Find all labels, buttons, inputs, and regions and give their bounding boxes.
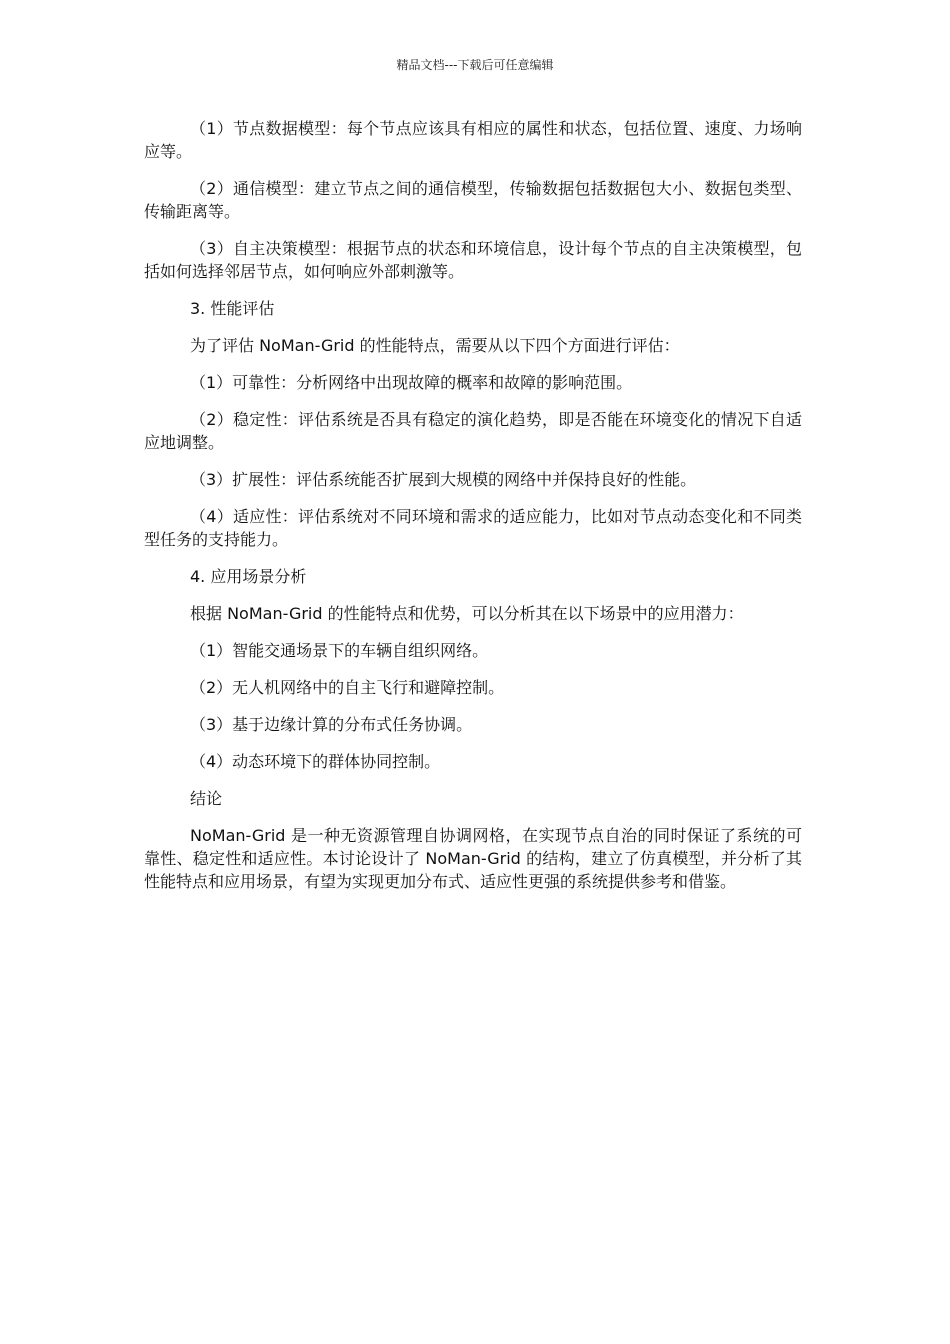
section-heading-performance: 3. 性能评估 (190, 299, 275, 318)
paragraph-adaptability: （4）适应性：评估系统对不同环境和需求的适应能力，比如对节点动态变化和不同类型任务的支持能力。 (144, 507, 802, 549)
paragraph-stability: （2）稳定性：评估系统是否具有稳定的演化趋势，即是否能在环境变化的情况下自适应地调整。 (144, 410, 802, 452)
section-heading-scenarios: 4. 应用场景分析 (190, 567, 307, 586)
paragraph-scalability: （3）扩展性：评估系统能否扩展到大规模的网络中并保持良好的性能。 (190, 470, 697, 489)
paragraph-decision-model: （3）自主决策模型：根据节点的状态和环境信息，设计每个节点的自主决策模型，包括如何选择邻居节点，如何响应外部刺激等。 (144, 239, 802, 281)
paragraph-scenarios-intro: 根据 NoMan-Grid 的性能特点和优势，可以分析其在以下场景中的应用潜力： (190, 604, 744, 623)
paragraph-scenario-edge: （3）基于边缘计算的分布式任务协调。 (190, 715, 473, 734)
paragraph-scenario-uav: （2）无人机网络中的自主飞行和避障控制。 (190, 678, 505, 697)
paragraph-performance-intro: 为了评估 NoMan-Grid 的性能特点，需要从以下四个方面进行评估： (190, 336, 680, 355)
paragraph-node-data-model: （1）节点数据模型：每个节点应该具有相应的属性和状态，包括位置、速度、力场响应等。 (144, 119, 802, 161)
paragraph-scenario-traffic: （1）智能交通场景下的车辆自组织网络。 (190, 641, 489, 660)
paragraph-scenario-swarm: （4）动态环境下的群体协同控制。 (190, 752, 441, 771)
section-heading-conclusion: 结论 (190, 789, 223, 808)
paragraph-communication-model: （2）通信模型：建立节点之间的通信模型，传输数据包括数据包大小、数据包类型、传输距离等。 (144, 179, 802, 221)
paragraph-conclusion: NoMan-Grid 是一种无资源管理自协调网格，在实现节点自治的同时保证了系统的可靠性、稳定性和适应性。本讨论设计了 NoMan-Grid 的结构，建立了仿真模型，并分析了其性能特点和应用场景，有望为实现更加分布式、适应性更强的系统提供参考和借鉴。 (144, 826, 802, 891)
page-header: 精品文档---下载后可任意编辑 (396, 58, 554, 72)
document-body (144, 117, 802, 907)
paragraph-reliability: （1）可靠性：分析网络中出现故障的概率和故障的影响范围。 (190, 373, 633, 392)
